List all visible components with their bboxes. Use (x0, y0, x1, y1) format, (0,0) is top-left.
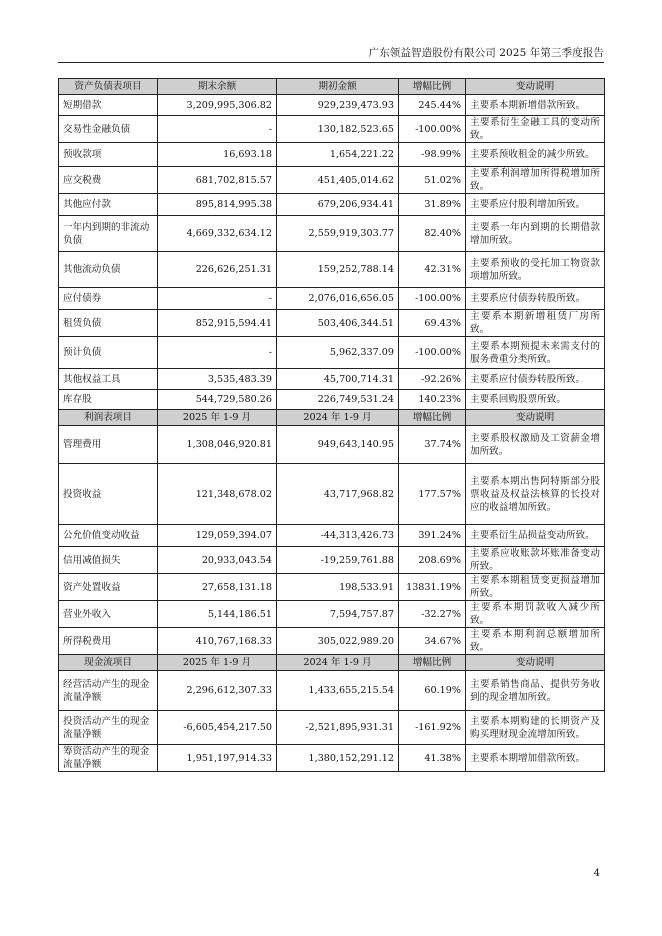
current-value: 852,915,594.41 (158, 310, 277, 337)
change-rate: 208.69% (399, 547, 466, 574)
current-value: 129,059,394.07 (158, 525, 277, 547)
table-row (59, 143, 605, 167)
change-explanation: 主要系本期罚款收入减少所致。 (466, 601, 605, 628)
prior-value: 226,749,531.24 (277, 390, 399, 410)
change-rate: -100.00% (399, 116, 466, 143)
item-name: 租赁负债 (59, 310, 158, 337)
item-name: 库存股 (59, 390, 158, 410)
current-value: 5,144,186.51 (158, 601, 277, 628)
table-row (59, 671, 605, 711)
table-body (59, 79, 605, 772)
change-rate: -100.00% (399, 337, 466, 369)
table-row (59, 628, 605, 655)
section-header-row (59, 655, 605, 671)
table-row (59, 601, 605, 628)
current-value: - (158, 288, 277, 310)
change-rate: 51.02% (399, 167, 466, 194)
item-name: 交易性金融负债 (59, 116, 158, 143)
item-name: 一年内到期的非流动负债 (59, 216, 158, 252)
section-header-row (59, 79, 605, 95)
table-row (59, 288, 605, 310)
prior-value: 45,700,714.31 (277, 369, 399, 390)
change-explanation: 主要系应付债券转股所致。 (466, 288, 605, 310)
change-rate: 42.31% (399, 252, 466, 288)
prior-value: 1,433,655,215.54 (277, 671, 399, 711)
item-name: 短期借款 (59, 95, 158, 116)
change-explanation: 主要系股权激励及工资薪金增加所致。 (466, 426, 605, 464)
item-name: 其他权益工具 (59, 369, 158, 390)
change-explanation: 主要系销售商品、提供劳务收到的现金增加所致。 (466, 671, 605, 711)
col-header-explanation: 变动说明 (466, 655, 605, 671)
change-rate: 34.67% (399, 628, 466, 655)
col-header-opening: 期初金额 (277, 79, 399, 95)
change-rate: 41.38% (399, 745, 466, 772)
current-value: - (158, 116, 277, 143)
current-value: 20,933,043.54 (158, 547, 277, 574)
change-rate: 82.40% (399, 216, 466, 252)
change-rate: -100.00% (399, 288, 466, 310)
prior-value: 198,533.91 (277, 574, 399, 601)
current-value: 895,814,995.38 (158, 194, 277, 216)
item-name: 所得税费用 (59, 628, 158, 655)
change-explanation: 主要系本期租赁变更损益增加所致。 (466, 574, 605, 601)
prior-value: 503,406,344.51 (277, 310, 399, 337)
change-explanation: 主要系本期新增借款所致。 (466, 95, 605, 116)
col-header-closing: 2025 年 1-9 月 (158, 410, 277, 426)
table-row (59, 574, 605, 601)
change-explanation: 主要系本期购建的长期资产及购买理财现金流增加所致。 (466, 711, 605, 745)
change-explanation: 主要系应收账款坏账准备变动所致。 (466, 547, 605, 574)
change-rate: 391.24% (399, 525, 466, 547)
item-name: 其他应付款 (59, 194, 158, 216)
prior-value: 43,717,968.82 (277, 464, 399, 525)
change-rate: 60.19% (399, 671, 466, 711)
change-explanation: 主要系预收的受托加工物资款项增加所致。 (466, 252, 605, 288)
col-header-item: 现金流项目 (59, 655, 158, 671)
change-explanation: 主要系本期增加借款所致。 (466, 745, 605, 772)
table-row (59, 116, 605, 143)
prior-value: 5,962,337.09 (277, 337, 399, 369)
prior-value: 929,239,473.93 (277, 95, 399, 116)
table-row (59, 525, 605, 547)
prior-value: 1,654,221.22 (277, 143, 399, 167)
col-header-item: 利润表项目 (59, 410, 158, 426)
col-header-opening: 2024 年 1-9 月 (277, 655, 399, 671)
col-header-closing: 2025 年 1-9 月 (158, 655, 277, 671)
change-rate: -98.99% (399, 143, 466, 167)
col-header-explanation: 变动说明 (466, 410, 605, 426)
change-rate: -92.26% (399, 369, 466, 390)
current-value: 544,729,580.26 (158, 390, 277, 410)
item-name: 营业外收入 (59, 601, 158, 628)
change-rate: 245.44% (399, 95, 466, 116)
change-rate: -161.92% (399, 711, 466, 745)
change-explanation: 主要系本期预提未来需支付的服务费重分类所致。 (466, 337, 605, 369)
current-value: 27,658,131.18 (158, 574, 277, 601)
current-value: 226,626,251.31 (158, 252, 277, 288)
table-row (59, 337, 605, 369)
item-name: 其他流动负债 (59, 252, 158, 288)
col-header-change-rate: 增幅比例 (399, 655, 466, 671)
current-value: 1,951,197,914.33 (158, 745, 277, 772)
item-name: 投资活动产生的现金流量净额 (59, 711, 158, 745)
col-header-item: 资产负债表项目 (59, 79, 158, 95)
change-rate: 13831.19% (399, 574, 466, 601)
change-explanation: 主要系本期出售阿特斯部分股票收益及权益法核算的长投对应的收益增加所致。 (466, 464, 605, 525)
prior-value: 7,594,757.87 (277, 601, 399, 628)
col-header-change-rate: 增幅比例 (399, 79, 466, 95)
table-row (59, 310, 605, 337)
financial-changes-table (58, 78, 605, 772)
table-row (59, 390, 605, 410)
current-value: 681,702,815.57 (158, 167, 277, 194)
current-value: 1,308,046,920.81 (158, 426, 277, 464)
table-row (59, 216, 605, 252)
item-name: 资产处置收益 (59, 574, 158, 601)
current-value: -6,605,454,217.50 (158, 711, 277, 745)
change-explanation: 主要系一年内到期的长期借款增加所致。 (466, 216, 605, 252)
item-name: 预计负债 (59, 337, 158, 369)
current-value: - (158, 337, 277, 369)
change-rate: -32.27% (399, 601, 466, 628)
page-number: 4 (593, 868, 600, 879)
current-value: 3,209,995,306.82 (158, 95, 277, 116)
change-explanation: 主要系应付股利增加所致。 (466, 194, 605, 216)
change-explanation: 主要系应付债券转股所致。 (466, 369, 605, 390)
item-name: 经营活动产生的现金流量净额 (59, 671, 158, 711)
change-explanation: 主要系本期利润总额增加所致。 (466, 628, 605, 655)
section-header-row (59, 410, 605, 426)
current-value: 4,669,332,634.12 (158, 216, 277, 252)
change-explanation: 主要系衍生金融工具的变动所致。 (466, 116, 605, 143)
item-name: 公允价值变动收益 (59, 525, 158, 547)
prior-value: 305,022,989.20 (277, 628, 399, 655)
current-value: 2,296,612,307.33 (158, 671, 277, 711)
table-row (59, 95, 605, 116)
item-name: 预收款项 (59, 143, 158, 167)
table-row (59, 369, 605, 390)
change-explanation: 主要系本期新增租赁厂房所致。 (466, 310, 605, 337)
item-name: 信用减值损失 (59, 547, 158, 574)
current-value: 410,767,168.33 (158, 628, 277, 655)
change-explanation: 主要系回购股票所致。 (466, 390, 605, 410)
current-value: 121,348,678.02 (158, 464, 277, 525)
item-name: 管理费用 (59, 426, 158, 464)
item-name: 应付债券 (59, 288, 158, 310)
current-value: 3,535,483.39 (158, 369, 277, 390)
prior-value: 949,643,140.95 (277, 426, 399, 464)
change-rate: 69.43% (399, 310, 466, 337)
table-row (59, 711, 605, 745)
prior-value: 2,076,016,656.05 (277, 288, 399, 310)
change-explanation: 主要系衍生品损益变动所致。 (466, 525, 605, 547)
prior-value: -19,259,761.88 (277, 547, 399, 574)
table-row (59, 252, 605, 288)
table-row (59, 464, 605, 525)
page-header (58, 44, 604, 63)
table-row (59, 194, 605, 216)
col-header-explanation: 变动说明 (466, 79, 605, 95)
prior-value: 1,380,152,291.12 (277, 745, 399, 772)
item-name: 筹资活动产生的现金流量净额 (59, 745, 158, 772)
col-header-change-rate: 增幅比例 (399, 410, 466, 426)
table-row (59, 745, 605, 772)
prior-value: 159,252,788.14 (277, 252, 399, 288)
current-value: 16,693.18 (158, 143, 277, 167)
item-name: 应交税费 (59, 167, 158, 194)
table-row (59, 547, 605, 574)
prior-value: -44,313,426.73 (277, 525, 399, 547)
report-title: 广东领益智造股份有限公司 2025 年第三季度报告 (368, 47, 604, 59)
table-row (59, 167, 605, 194)
prior-value: -2,521,895,931.31 (277, 711, 399, 745)
item-name: 投资收益 (59, 464, 158, 525)
prior-value: 451,405,014.62 (277, 167, 399, 194)
change-rate: 31.89% (399, 194, 466, 216)
change-explanation: 主要系预收租金的减少所致。 (466, 143, 605, 167)
change-rate: 37.74% (399, 426, 466, 464)
prior-value: 130,182,523.65 (277, 116, 399, 143)
change-explanation: 主要系利润增加所得税增加所致。 (466, 167, 605, 194)
change-rate: 140.23% (399, 390, 466, 410)
col-header-opening: 2024 年 1-9 月 (277, 410, 399, 426)
prior-value: 2,559,919,303.77 (277, 216, 399, 252)
prior-value: 679,206,934.41 (277, 194, 399, 216)
change-rate: 177.57% (399, 464, 466, 525)
col-header-closing: 期末余额 (158, 79, 277, 95)
table-row (59, 426, 605, 464)
